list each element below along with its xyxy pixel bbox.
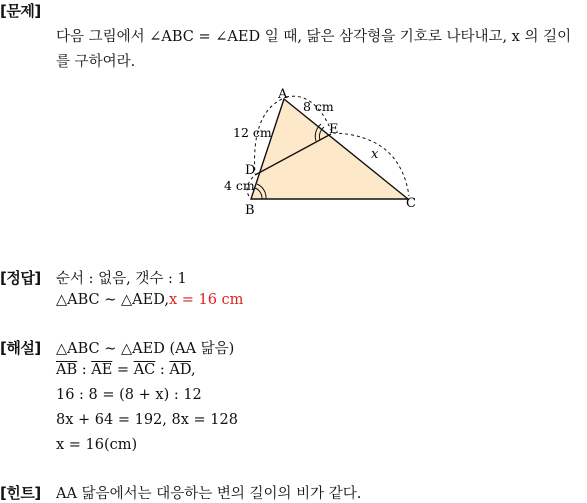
length-ec: x [371, 147, 379, 162]
solution-label: [해설] [0, 339, 41, 357]
hint-label: [힌트] [0, 484, 41, 502]
ratio-eq: = [112, 362, 134, 378]
length-ae: 8 cm [303, 99, 334, 114]
length-db: 4 cm [224, 178, 255, 193]
problem-text-line-2: 를 구하여라. [56, 54, 136, 70]
ratio-end: , [190, 362, 196, 378]
solution-line-1: △ABC ∼ △AED (AA 닮음) [56, 341, 235, 357]
answer-value: x = 16 cm [168, 292, 244, 308]
answer-label: [정답] [0, 269, 41, 287]
length-ad: 12 cm [233, 125, 272, 140]
segment-ab: $\overline{AB}$ [56, 362, 78, 378]
problem-text-line-1: 다음 그림에서 ∠ABC = ∠AED 일 때, 닮은 삼각형을 기호로 나타내고, x 의 길이 [56, 29, 572, 45]
solution-line-3: 16 : 8 = (8 + x) : 12 [56, 387, 202, 403]
hint-text: AA 닮음에서는 대응하는 변의 길이의 비가 같다. [56, 486, 362, 502]
solution-line-2 [56, 362, 196, 378]
answer-similarity: △ABC ∼ △AED, [56, 292, 169, 308]
vertex-c: C [406, 196, 416, 211]
segment-ac: $\overline{AC}$ [133, 362, 156, 378]
vertex-b: B [245, 203, 255, 218]
problem-label: [문제] [0, 2, 41, 20]
ratio-sep: : [155, 362, 170, 378]
vertex-e: E [329, 122, 339, 137]
answer-line-2 [56, 292, 243, 308]
vertex-d: D [245, 163, 256, 178]
vertex-a: A [278, 87, 288, 102]
segment-ad: $\overline{AD}$ [169, 362, 191, 378]
solution-line-4: 8x + 64 = 192, 8x = 128 [56, 412, 238, 428]
ratio-sep: : [77, 362, 92, 378]
answer-line-1: 순서 : 없음, 갯수 : 1 [56, 271, 187, 287]
segment-ae: $\overline{AE}$ [91, 362, 113, 378]
solution-line-5: x = 16(cm) [56, 437, 138, 453]
